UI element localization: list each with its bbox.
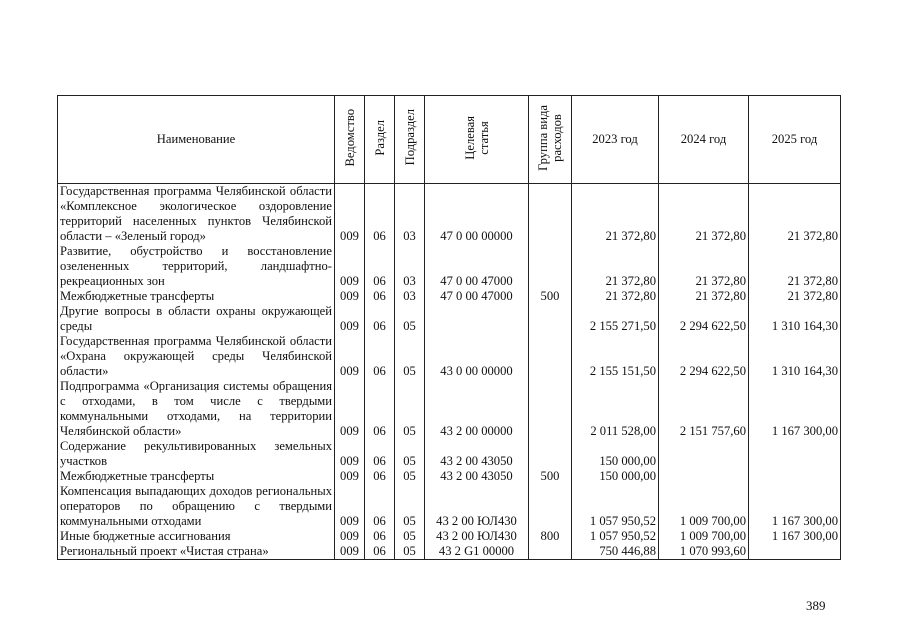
- row-gruppa: [529, 484, 572, 529]
- row-vedomstvo: 009: [335, 184, 365, 245]
- row-2023: 150 000,00: [572, 469, 659, 484]
- row-tselevaya: 47 0 00 47000: [425, 244, 529, 289]
- table-header-row: [58, 96, 841, 184]
- row-2025: [749, 439, 841, 469]
- row-tselevaya: 47 0 00 00000: [425, 184, 529, 245]
- row-vedomstvo: 009: [335, 334, 365, 379]
- row-2024: 21 372,80: [659, 184, 749, 245]
- row-2023: 21 372,80: [572, 289, 659, 304]
- row-2023: 750 446,88: [572, 544, 659, 560]
- row-name: Содержание рекультивированных земельных участков: [58, 439, 335, 469]
- row-name: Региональный проект «Чистая страна»: [58, 544, 335, 560]
- row-vedomstvo: 009: [335, 439, 365, 469]
- row-vedomstvo: 009: [335, 289, 365, 304]
- table-row: [58, 529, 841, 544]
- row-2024: 21 372,80: [659, 289, 749, 304]
- row-vedomstvo: 009: [335, 469, 365, 484]
- table-row: [58, 289, 841, 304]
- row-gruppa: [529, 244, 572, 289]
- row-tselevaya: 43 0 00 00000: [425, 334, 529, 379]
- row-razdel: 06: [365, 334, 395, 379]
- row-podrazdel: 05: [395, 304, 425, 334]
- row-2025: 21 372,80: [749, 184, 841, 245]
- row-name: Государственная программа Челябинской области «Охрана окружающей среды Челябинской области»: [58, 334, 335, 379]
- row-name: Государственная программа Челябинской области «Комплексное экологическое оздоровление территорий населенных пунктов Челябинской области – «Зеленый город»: [58, 184, 335, 245]
- row-vedomstvo: 009: [335, 244, 365, 289]
- row-2025: 1 167 300,00: [749, 484, 841, 529]
- row-tselevaya: 43 2 00 ЮЛ430: [425, 484, 529, 529]
- table-row: [58, 544, 841, 560]
- row-name: Межбюджетные трансферты: [58, 469, 335, 484]
- row-razdel: 06: [365, 304, 395, 334]
- table-row: [58, 184, 841, 245]
- table-row: [58, 244, 841, 289]
- row-2023: 21 372,80: [572, 244, 659, 289]
- row-gruppa: 500: [529, 289, 572, 304]
- row-gruppa: [529, 184, 572, 245]
- row-name: Межбюджетные трансферты: [58, 289, 335, 304]
- row-vedomstvo: 009: [335, 529, 365, 544]
- table-row: [58, 469, 841, 484]
- row-2025: 1 167 300,00: [749, 379, 841, 439]
- row-2024: [659, 439, 749, 469]
- row-name: Подпрограмма «Организация системы обращения с отходами, в том числе с твердыми коммунальными отходами, на территории Челябинской области»: [58, 379, 335, 439]
- row-gruppa: 800: [529, 529, 572, 544]
- header-podrazdel: Подраздел: [395, 96, 425, 184]
- row-podrazdel: 05: [395, 469, 425, 484]
- row-vedomstvo: 009: [335, 379, 365, 439]
- row-2023: 1 057 950,52: [572, 484, 659, 529]
- row-2023: 2 155 151,50: [572, 334, 659, 379]
- row-2025: 1 310 164,30: [749, 304, 841, 334]
- row-podrazdel: 03: [395, 244, 425, 289]
- header-tselevaya: Целевая статья: [425, 96, 529, 184]
- row-podrazdel: 05: [395, 484, 425, 529]
- row-2023: 150 000,00: [572, 439, 659, 469]
- row-podrazdel: 05: [395, 529, 425, 544]
- row-vedomstvo: 009: [335, 304, 365, 334]
- row-tselevaya: 43 2 00 43050: [425, 469, 529, 484]
- table-body: [58, 184, 841, 560]
- row-tselevaya: 47 0 00 47000: [425, 289, 529, 304]
- row-gruppa: 500: [529, 469, 572, 484]
- row-2025: 1 167 300,00: [749, 529, 841, 544]
- header-gruppa: Группа вида расходов: [529, 96, 572, 184]
- row-name: Развитие, обустройство и восстановление озелененных территорий, ландшафтно-рекреационных зон: [58, 244, 335, 289]
- row-2024: 21 372,80: [659, 244, 749, 289]
- table-row: [58, 334, 841, 379]
- row-razdel: 06: [365, 544, 395, 560]
- row-2024: [659, 469, 749, 484]
- row-podrazdel: 05: [395, 379, 425, 439]
- row-gruppa: [529, 304, 572, 334]
- row-2025: [749, 469, 841, 484]
- header-2023: 2023 год: [572, 96, 659, 184]
- header-2025: 2025 год: [749, 96, 841, 184]
- row-gruppa: [529, 379, 572, 439]
- row-2023: 21 372,80: [572, 184, 659, 245]
- row-2025: [749, 544, 841, 560]
- row-podrazdel: 03: [395, 289, 425, 304]
- row-name: Компенсация выпадающих доходов региональных операторов по обращению с твердыми коммунальными отходами: [58, 484, 335, 529]
- row-2025: 21 372,80: [749, 289, 841, 304]
- row-2024: 1 009 700,00: [659, 529, 749, 544]
- row-2023: 2 155 271,50: [572, 304, 659, 334]
- page-number: 389: [806, 598, 826, 613]
- header-vedomstvo: Ведомство: [335, 96, 365, 184]
- row-2024: 1 009 700,00: [659, 484, 749, 529]
- row-tselevaya: 43 2 G1 00000: [425, 544, 529, 560]
- row-2024: 2 294 622,50: [659, 334, 749, 379]
- row-razdel: 06: [365, 529, 395, 544]
- header-2024: 2024 год: [659, 96, 749, 184]
- row-razdel: 06: [365, 289, 395, 304]
- row-podrazdel: 05: [395, 544, 425, 560]
- row-2023: 2 011 528,00: [572, 379, 659, 439]
- row-tselevaya: 43 2 00 43050: [425, 439, 529, 469]
- row-name: Другие вопросы в области охраны окружающей среды: [58, 304, 335, 334]
- row-2024: 1 070 993,60: [659, 544, 749, 560]
- row-tselevaya: [425, 304, 529, 334]
- row-name: Иные бюджетные ассигнования: [58, 529, 335, 544]
- row-razdel: 06: [365, 184, 395, 245]
- row-podrazdel: 05: [395, 439, 425, 469]
- row-tselevaya: 43 2 00 ЮЛ430: [425, 529, 529, 544]
- row-razdel: 06: [365, 484, 395, 529]
- row-razdel: 06: [365, 244, 395, 289]
- row-2024: 2 294 622,50: [659, 304, 749, 334]
- row-tselevaya: 43 2 00 00000: [425, 379, 529, 439]
- table-row: [58, 379, 841, 439]
- row-razdel: 06: [365, 379, 395, 439]
- row-podrazdel: 03: [395, 184, 425, 245]
- row-vedomstvo: 009: [335, 544, 365, 560]
- row-2024: 2 151 757,60: [659, 379, 749, 439]
- row-razdel: 06: [365, 469, 395, 484]
- row-2025: 1 310 164,30: [749, 334, 841, 379]
- row-2023: 1 057 950,52: [572, 529, 659, 544]
- header-razdel: Раздел: [365, 96, 395, 184]
- row-2025: 21 372,80: [749, 244, 841, 289]
- row-gruppa: [529, 334, 572, 379]
- header-name: Наименование: [58, 96, 335, 184]
- table-row: [58, 304, 841, 334]
- row-gruppa: [529, 439, 572, 469]
- table-row: [58, 439, 841, 469]
- row-vedomstvo: 009: [335, 484, 365, 529]
- table-row: [58, 484, 841, 529]
- budget-table: [57, 95, 841, 560]
- row-gruppa: [529, 544, 572, 560]
- row-razdel: 06: [365, 439, 395, 469]
- row-podrazdel: 05: [395, 334, 425, 379]
